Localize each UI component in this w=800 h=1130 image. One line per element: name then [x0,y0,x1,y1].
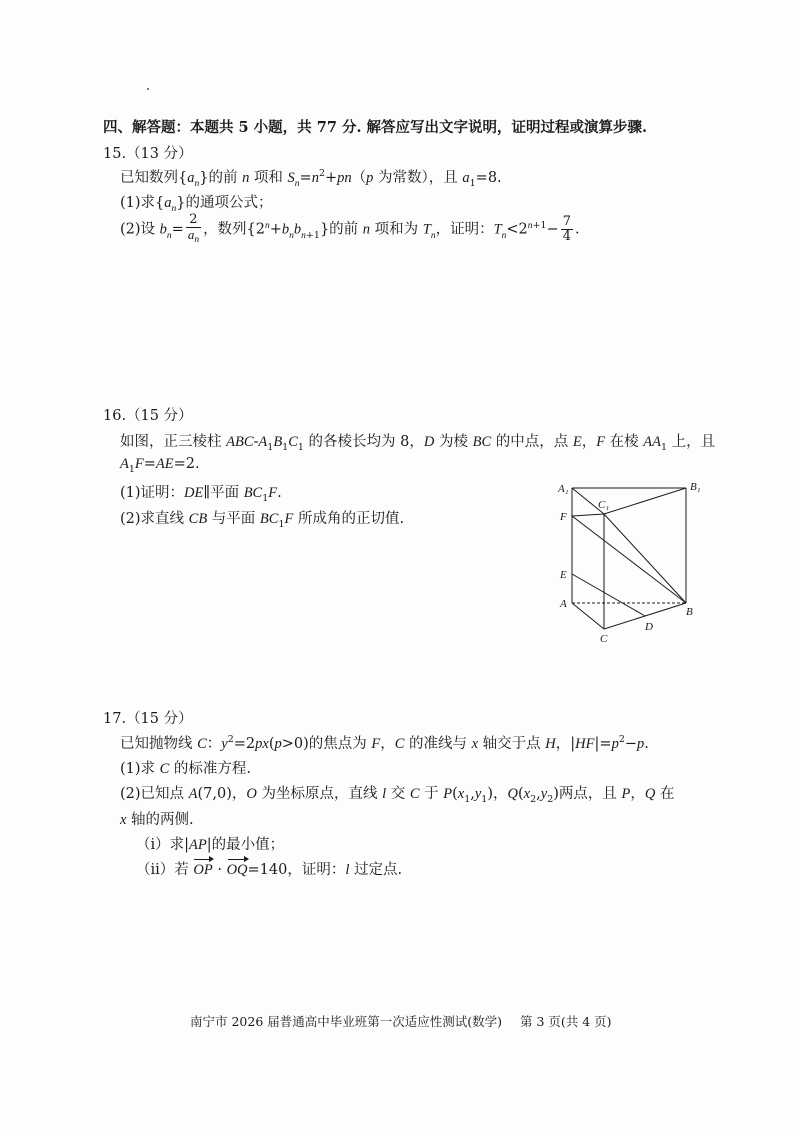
edge-a-c [572,603,604,629]
page-footer [190,1012,612,1030]
label-e: E [560,569,567,581]
segment-f-b [572,516,686,603]
section-header: 四、解答题：本题共 5 小题，共 77 分. 解答应写出文字说明，证明过程或演算步骤. [103,119,648,136]
q17-part2: (2)已知点 A(7,0)，O 为坐标原点，直线 l 交 C 于 $P(x_1,y_1)$，$Q(x_2,y_2)$两点，且 P，Q 在 [120,786,675,805]
edge-c1-b1 [604,488,686,514]
footer-page-number: 第 3 页(共 4 页) [520,1014,612,1029]
q17-points: （15 分） [126,711,193,727]
segment-e-d [572,574,645,616]
q16-statement-line1: 如图，正三棱柱 ABC-$A_1B_1C_1$ 的各棱长均为 8，D 为棱 BC 的中点，点 E，F 在棱 $AA_1$ 上，且 [120,434,716,453]
q17-part2-i: （ⅰ）求|AP|的最小值； [136,837,285,853]
q15-heading [103,142,193,163]
label-d: D [645,621,653,633]
label-a: A [560,598,567,610]
q16-points: （15 分） [126,408,193,424]
q17-part2-ii: （ⅱ）若 OP · OQ=140，证明：l 过定点. [136,862,403,878]
q15-part2: (2)设 $b_n=$ $\frac{2}{a_n}$ ，数列$\{2^n+b_nb_{n+1}\}$的前 n 项和为 $T_n$，证明：$T_n<2^{n+1}-$ $\frac{7}{4}$ . [120,212,580,246]
q16-heading [103,404,193,425]
q17-part1: (1)求 C 的标准方程. [120,761,252,777]
fraction-2-over-an: $\frac{2}{a_n}$ [187,212,200,246]
q16-part1: (1)证明：DE∥平面 $BC_1F$. [120,485,282,504]
label-c: C [600,633,608,645]
q15-points: （13 分） [126,146,193,162]
q15-number: 15. [103,146,127,162]
q17-statement: 已知抛物线 C：$y^2=2px(p>0)$的焦点为 F，C 的准线与 x 轴交于点 H，$|HF|=p^2-p$. [120,734,649,752]
label-c1: C₁ [598,499,610,511]
q16-part2: (2)求直线 CB 与平面 $BC_1F$ 所成角的正切值. [120,511,405,530]
q17-number: 17. [103,711,127,727]
footer-title: 南宁市 2026 届普通高中毕业班第一次适应性测试(数学) [190,1014,503,1029]
scan-speck [147,88,149,90]
q17-heading [103,707,193,728]
q15-statement: 已知数列$\{a_n\}$的前 n 项和 $S_n=n^2+pn(p$ 为常数），且 $a_1=8$. [120,168,502,189]
label-b: B [686,606,693,618]
q16-number: 16. [103,408,127,424]
segment-c1-b [604,514,686,603]
label-b1: B₁ [690,481,701,493]
label-f: F [560,511,567,523]
prism-diagram [540,470,720,650]
segment-f-c1 [572,514,604,516]
q17-part2-cont: x 轴的两侧. [120,812,194,828]
label-a1: A₁ [558,483,569,495]
q16-statement-line2: $A_1F=AE=2$. [120,456,200,475]
fraction-7-over-4: $\frac{7}{4}$ [562,214,571,245]
q15-part1: (1)求$\{a_n\}$的通项公式； [120,195,273,214]
